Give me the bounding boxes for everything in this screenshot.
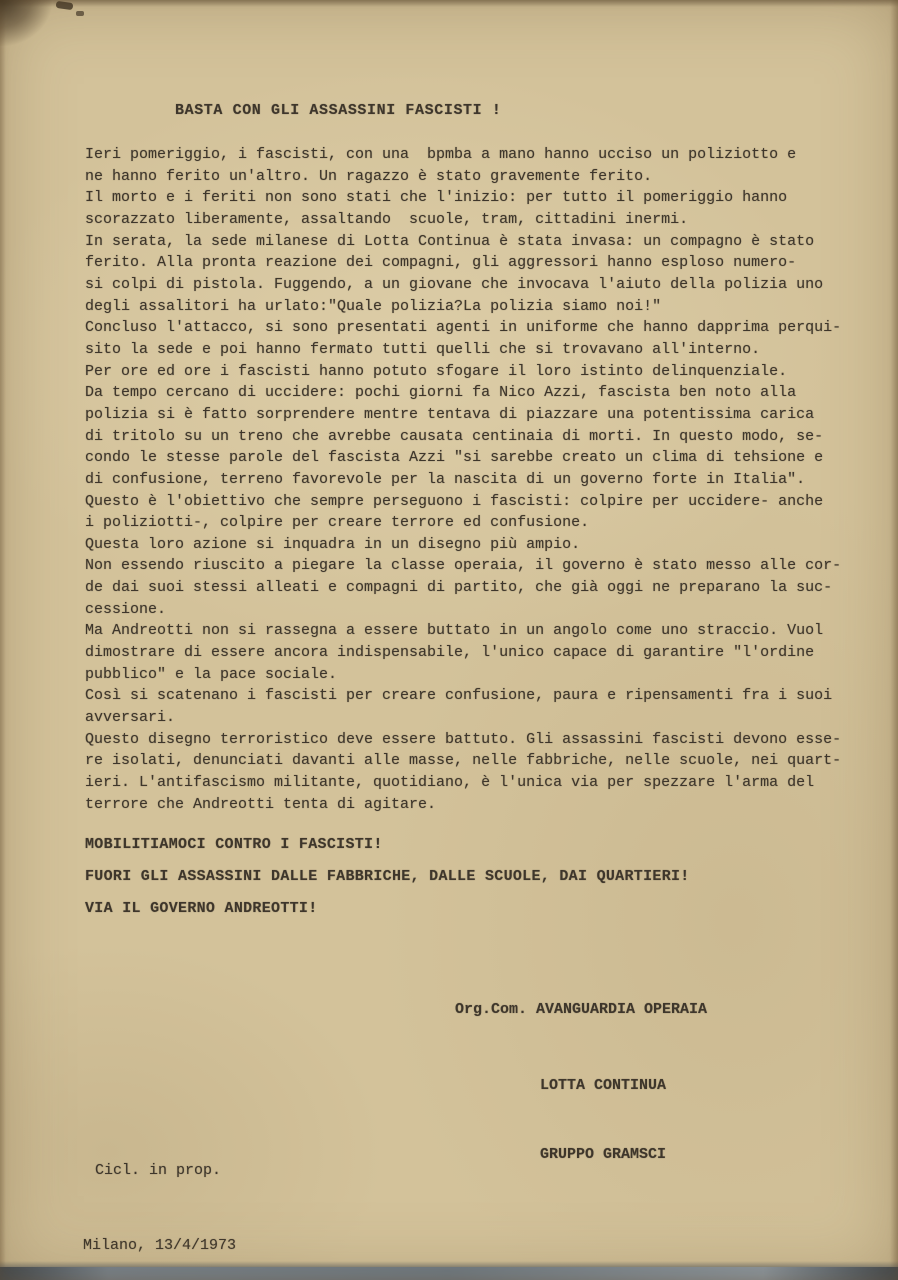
- scan-edge-left: [0, 0, 6, 1280]
- colophon-place-date: Milano, 13/4/1973: [83, 1237, 237, 1254]
- body-line: degli assalitori ha urlato:"Quale polizia?La polizia siamo noi!": [85, 297, 662, 315]
- signature-block: [455, 955, 707, 1210]
- slogan-line: FUORI GLI ASSASSINI DALLE FABBRICHE, DALLE SCUOLE, DAI QUARTIERI!: [85, 868, 690, 885]
- body-line: Questo disegno terroristico deve essere battuto. Gli assassini fascisti devono esse-: [85, 730, 842, 748]
- scan-edge-right: [890, 0, 898, 1280]
- slogan-line: VIA IL GOVERNO ANDREOTTI!: [85, 900, 318, 917]
- staple-mark: [76, 11, 84, 16]
- staple-mark: [56, 1, 74, 10]
- body-text: [85, 144, 875, 815]
- body-line: Non essendo riuscito a piegare la classe operaia, il governo è stato messo alle cor-: [85, 557, 842, 575]
- body-line: avversari.: [85, 709, 176, 727]
- body-line: ferito. Alla pronta reazione dei compagni, gli aggressori hanno esploso numero-: [85, 254, 797, 272]
- body-line: scorazzato liberamente, assaltando scuole, tram, cittadini inermi.: [85, 210, 689, 228]
- body-line: Ma Andreotti non si rassegna a essere buttato in un angolo come uno straccio. Vuol: [85, 622, 824, 640]
- body-line: Concluso l'attacco, si sono presentati agenti in uniforme che hanno dapprima perqui-: [85, 319, 842, 337]
- scan-corner-mark: [0, 0, 52, 46]
- body-line: di tritolo su un treno che avrebbe causata centinaia di morti. In questo modo, se-: [85, 427, 824, 445]
- body-line: di confusione, terreno favorevole per la nascita di un governo forte in Italia".: [85, 470, 806, 488]
- body-line: Ieri pomeriggio, i fascisti, con una bpmba a mano hanno ucciso un poliziotto e: [85, 146, 797, 163]
- signature-org-lotta-continua: LOTTA CONTINUA: [540, 1077, 667, 1094]
- scan-edge-top: [0, 0, 898, 7]
- body-line: ne hanno ferito un'altro. Un ragazzo è stato gravemente ferito.: [85, 167, 653, 185]
- body-line: condo le stesse parole del fascista Azzi "si sarebbe creato un clima di tehsione e: [85, 449, 824, 467]
- body-line: Per ore ed ore i fascisti hanno potuto sfogare il loro istinto delinquenziale.: [85, 362, 788, 380]
- body-line: i poliziotti-, colpire per creare terrore ed confusione.: [85, 514, 590, 532]
- body-line: Da tempo cercano di uccidere: pochi giorni fa Nico Azzi, fascista ben noto alla: [85, 384, 797, 402]
- colophon-block: [83, 1108, 236, 1280]
- body-line: re isolati, denunciati davanti alle masse, nelle fabbriche, nelle scuole, nei quart-: [85, 752, 842, 770]
- body-line: pubblico" e la pace sociale.: [85, 665, 338, 683]
- body-line: Così si scatenano i fascisti per creare confusione, paura e ripensamenti fra i suoi: [85, 687, 833, 705]
- signature-org-gruppo-gramsci: GRUPPO GRAMSCI: [540, 1146, 667, 1163]
- body-line: Questo è l'obiettivo che sempre perseguono i fascisti: colpire per uccidere- anche: [85, 492, 824, 510]
- body-line: sito la sede e poi hanno fermato tutti quelli che si trovavano all'interno.: [85, 340, 761, 358]
- body-line: de dai suoi stessi alleati e compagni di partito, che già oggi ne preparano la suc-: [85, 579, 833, 597]
- colophon-print-note: Cicl. in prop.: [95, 1162, 222, 1179]
- body-line: terrore che Andreotti tenta di agitare.: [85, 795, 437, 813]
- body-line: polizia si è fatto sorprendere mentre tentava di piazzare una potentissima carica: [85, 405, 815, 423]
- body-line: si colpi di pistola. Fuggendo, a un giovane che invocava l'aiuto della polizia uno: [85, 275, 824, 293]
- scan-edge-bottom: [0, 1267, 898, 1280]
- body-line: In serata, la sede milanese di Lotta Continua è stata invasa: un compagno è stato: [85, 232, 815, 250]
- body-line: Il morto e i feriti non sono stati che l'inizio: per tutto il pomeriggio hanno: [85, 189, 788, 207]
- body-line: dimostrare di essere ancora indispensabile, l'unico capace di garantire "l'ordine: [85, 644, 815, 662]
- slogan-line: MOBILITIAMOCI CONTRO I FASCISTI!: [85, 836, 383, 853]
- slogans-block: [85, 834, 690, 930]
- signature-org-avanguardia-operaia: Org.Com. AVANGUARDIA OPERAIA: [455, 1001, 708, 1018]
- body-line: ieri. L'antifascismo militante, quotidiano, è l'unica via per spezzare l'arma del: [85, 774, 815, 792]
- body-line: Questa loro azione si inquadra in un disegno più ampio.: [85, 535, 581, 553]
- document-title: BASTA CON GLI ASSASSINI FASCISTI !: [175, 102, 502, 119]
- body-line: cessione.: [85, 600, 167, 618]
